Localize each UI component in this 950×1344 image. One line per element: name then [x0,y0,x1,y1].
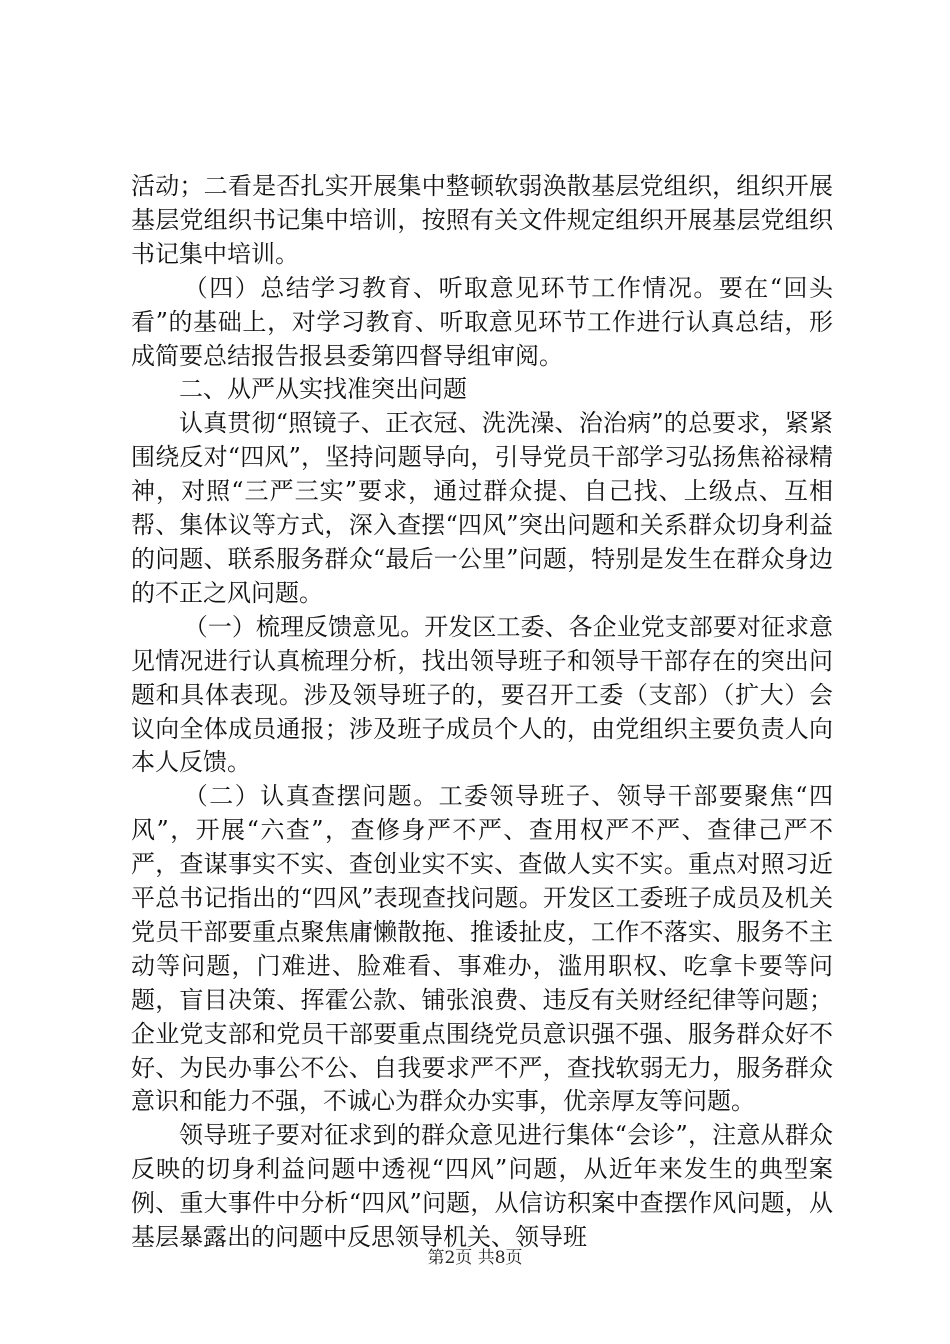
paragraph-1: 活动；二看是否扎实开展集中整顿软弱涣散基层党组织，组织开展基层党组织书记集中培训，按照有关文件规定组织开展基层党组织书记集中培训。 [131,172,833,268]
page-footer: 第2页 共8页 [427,1248,523,1268]
paragraph-4: （一）梳理反馈意见。开发区工委、各企业党支部要对征求意见情况进行认真梳理分析，找出领导班子和领导干部存在的突出问题和具体表现。涉及领导班子的，要召开工委（支部）（扩大）会议向全体成员通报；涉及班子成员个人的，由党组织主要负责人向本人反馈。 [131,612,833,777]
paragraph-3: 认真贯彻“照镜子、正衣冠、洗洗澡、治治病”的总要求，紧紧围绕反对“四风”，坚持问题导向，引导党员干部学习弘扬焦裕禄精神，对照“三严三实”要求，通过群众提、自己找、上级点、互相帮、集体议等方式，深入查摆“四风”突出问题和关系群众切身利益的问题、联系服务群众“最后一公里”问题，特别是发生在群众身边的不正之风问题。 [131,409,833,607]
paragraph-2: （四）总结学习教育、听取意见环节工作情况。要在“回头看”的基础上，对学习教育、听取意见环节工作进行认真总结，形成简要总结报告报县委第四督导组审阅。 [131,273,833,370]
document-body [131,170,833,1255]
section-heading: 二、从严从实找准突出问题 [179,375,467,404]
paragraph-6: 领导班子要对征求到的群众意见进行集体“会诊”，注意从群众反映的切身利益问题中透视“四风”问题，从近年来发生的典型案例、重大事件中分析“四风”问题，从信访积案中查摆作风问题，从基层暴露出的问题中反思领导机关、领导班 [131,1121,833,1252]
paragraph-5: （二）认真查摆问题。工委领导班子、领导干部要聚焦“四风”，开展“六查”，查修身严不严、查用权严不严、查律己严不严，查谋事实不实、查创业实不实、查做人实不实。重点对照习近平总书记指出的“四风”表现查找问题。开发区工委班子成员及机关党员干部要重点聚焦庸懒散拖、推诿扯皮，工作不落实、服务不主动等问题，门难进、脸难看、事难办，滥用职权、吃拿卡要等问题，盲目决策、挥霍公款、铺张浪费、违反有关财经纪律等问题；企业党支部和党员干部要重点围绕党员意识强不强、服务群众好不好、为民办事公不公、自我要求严不严，查找软弱无力，服务群众意识和能力不强，不诚心为群众办实事，优亲厚友等问题。 [131,782,833,1116]
